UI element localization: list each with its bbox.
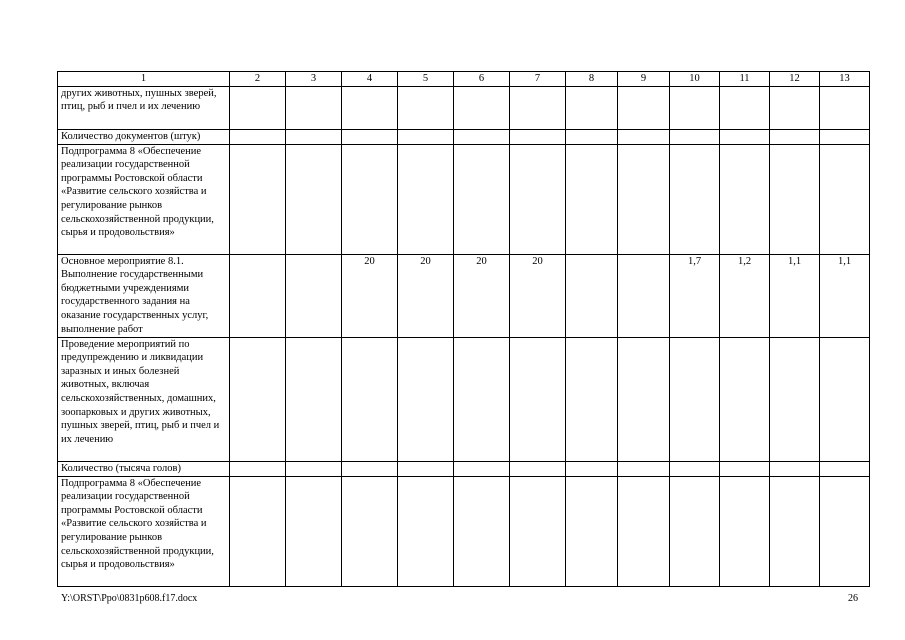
table-cell (286, 254, 342, 337)
column-number-9: 9 (618, 72, 670, 87)
column-number-6: 6 (454, 72, 510, 87)
table-cell (618, 86, 670, 129)
table-cell (454, 461, 510, 476)
table-cell (286, 129, 342, 144)
row-label: других животных, пушных зверей, птиц, рыб и пчел и их лечению (58, 86, 230, 129)
table-cell (820, 86, 870, 129)
table-cell: 20 (342, 254, 398, 337)
table-cell: 20 (398, 254, 454, 337)
table-cell (770, 144, 820, 254)
row-label: Подпрограмма 8 «Обеспечение реализации государственной программы Ростовской области «Развитие сельского хозяйства и регулирование рынков сельскохозяйственной продукции, сырья и продовольствия» (58, 144, 230, 254)
table-cell (454, 337, 510, 461)
table-cell (398, 476, 454, 586)
table-cell (670, 129, 720, 144)
table-cell (670, 337, 720, 461)
table-cell: 1,7 (670, 254, 720, 337)
column-number-13: 13 (820, 72, 870, 87)
table-cell (398, 461, 454, 476)
table-cell (618, 476, 670, 586)
table-cell (454, 144, 510, 254)
table-cell (510, 86, 566, 129)
table-cell (286, 337, 342, 461)
table-cell (566, 254, 618, 337)
table-cell (230, 254, 286, 337)
table-cell (230, 461, 286, 476)
table-header-row (58, 72, 870, 87)
table-cell (566, 476, 618, 586)
table-cell: 20 (454, 254, 510, 337)
table-cell (618, 129, 670, 144)
table-cell: 1,2 (720, 254, 770, 337)
table-cell (618, 254, 670, 337)
table-cell (510, 461, 566, 476)
table-cell (820, 129, 870, 144)
row-label: Основное мероприятие 8.1. Выполнение государственными бюджетными учреждениями государственного задания на оказание государственных услуг, выполнение работ (58, 254, 230, 337)
table-cell (510, 144, 566, 254)
table-cell (230, 337, 286, 461)
table-cell (618, 461, 670, 476)
table-cell: 1,1 (770, 254, 820, 337)
table-cell (398, 129, 454, 144)
table-cell (566, 86, 618, 129)
row-label: Подпрограмма 8 «Обеспечение реализации государственной программы Ростовской области «Развитие сельского хозяйства и регулирование рынков сельскохозяйственной продукции, сырья и продовольствия» (58, 476, 230, 586)
table-cell (342, 337, 398, 461)
table-cell (510, 337, 566, 461)
table-cell (454, 86, 510, 129)
table-cell (618, 337, 670, 461)
table-cell (454, 476, 510, 586)
row-label: Проведение мероприятий по предупреждению и ликвидации заразных и иных болезней животных, включая сельскохозяйственных, домашних, зоопарковых и других животных, пушных зверей, птиц, рыб и пчел и их лечению (58, 337, 230, 461)
table-cell (670, 461, 720, 476)
table-cell (566, 337, 618, 461)
table-row (58, 86, 870, 129)
table-cell (286, 86, 342, 129)
column-number-3: 3 (286, 72, 342, 87)
column-number-12: 12 (770, 72, 820, 87)
table-cell: 20 (510, 254, 566, 337)
table-cell (342, 461, 398, 476)
table-cell (720, 129, 770, 144)
row-label: Количество документов (штук) (58, 129, 230, 144)
table-cell (566, 461, 618, 476)
footer-page-number: 26 (848, 593, 858, 604)
column-number-4: 4 (342, 72, 398, 87)
table-cell (510, 129, 566, 144)
table-cell (770, 86, 820, 129)
footer-file-path: Y:\ORST\Ppo\0831p608.f17.docx (61, 593, 198, 604)
column-number-8: 8 (566, 72, 618, 87)
table-row (58, 337, 870, 461)
table-cell (230, 476, 286, 586)
table-cell (820, 461, 870, 476)
table-cell (566, 129, 618, 144)
table-cell (820, 144, 870, 254)
table-cell (720, 461, 770, 476)
column-number-10: 10 (670, 72, 720, 87)
table-cell (342, 86, 398, 129)
table-row (58, 144, 870, 254)
table-cell (770, 129, 820, 144)
table-cell (342, 129, 398, 144)
table-row (58, 476, 870, 586)
column-number-2: 2 (230, 72, 286, 87)
table-row (58, 254, 870, 337)
column-number-7: 7 (510, 72, 566, 87)
table-cell (342, 144, 398, 254)
table-cell: 1,1 (820, 254, 870, 337)
table-cell (820, 476, 870, 586)
table-row (58, 461, 870, 476)
table-cell (566, 144, 618, 254)
table-cell (670, 476, 720, 586)
table-cell (670, 144, 720, 254)
table-cell (510, 476, 566, 586)
table-cell (398, 144, 454, 254)
table-cell (230, 144, 286, 254)
table-cell (820, 337, 870, 461)
table-cell (720, 337, 770, 461)
table-cell (342, 476, 398, 586)
table-cell (770, 476, 820, 586)
table-cell (454, 129, 510, 144)
column-number-5: 5 (398, 72, 454, 87)
table-cell (286, 144, 342, 254)
table-cell (286, 461, 342, 476)
table-cell (398, 86, 454, 129)
table-cell (398, 337, 454, 461)
table-cell (230, 129, 286, 144)
table-row (58, 129, 870, 144)
table-cell (286, 476, 342, 586)
table-cell (670, 86, 720, 129)
column-number-11: 11 (720, 72, 770, 87)
table-cell (720, 476, 770, 586)
table-cell (770, 461, 820, 476)
table-cell (720, 144, 770, 254)
table-cell (720, 86, 770, 129)
column-number-1: 1 (58, 72, 230, 87)
table-cell (618, 144, 670, 254)
table-cell (230, 86, 286, 129)
data-table (57, 71, 870, 587)
table-cell (770, 337, 820, 461)
row-label: Количество (тысяча голов) (58, 461, 230, 476)
